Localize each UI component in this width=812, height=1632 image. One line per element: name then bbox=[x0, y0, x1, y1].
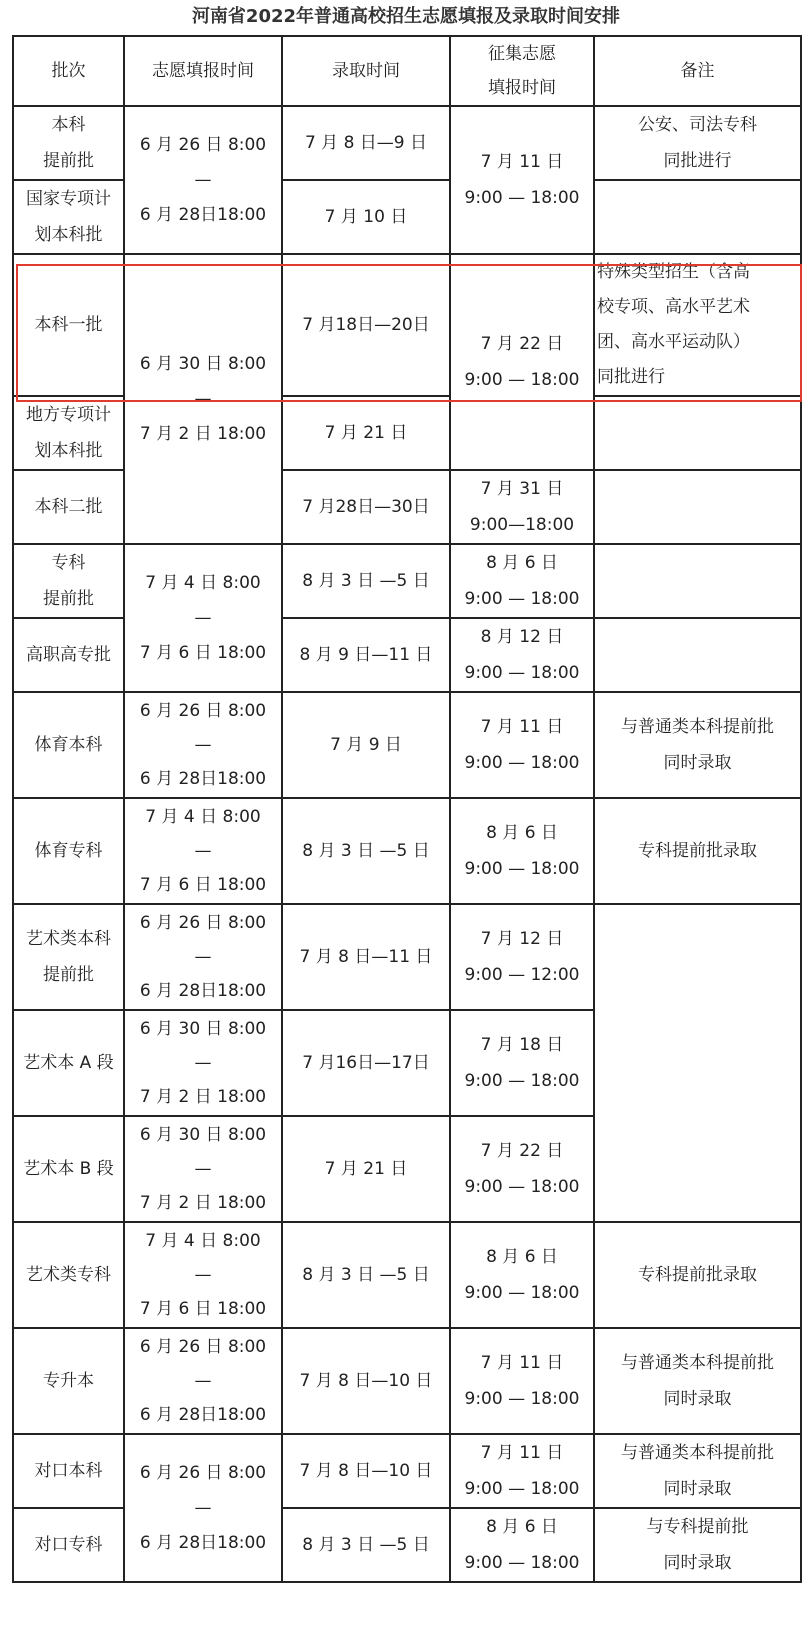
admit-time-cell: 7 月16日—17日 bbox=[282, 1010, 450, 1116]
header-batch: 批次 bbox=[13, 36, 124, 106]
table-row bbox=[13, 1434, 801, 1508]
collect-time-cell: 7 月 12 日 9:00 — 12:00 bbox=[450, 904, 594, 1010]
fill-time-cell: 6 月 26 日 8:00 — 6 月 28日18:00 bbox=[124, 106, 282, 254]
collect-time-cell: 7 月 18 日 9:00 — 18:00 bbox=[450, 1010, 594, 1116]
batch-cell: 专升本 bbox=[13, 1328, 124, 1434]
batch-cell: 艺术类专科 bbox=[13, 1222, 124, 1328]
fill-time-cell: 6 月 30 日 8:00 — 7 月 2 日 18:00 bbox=[124, 254, 282, 544]
table-row bbox=[13, 544, 801, 618]
admit-time-cell: 8 月 9 日—11 日 bbox=[282, 618, 450, 692]
batch-cell: 对口专科 bbox=[13, 1508, 124, 1582]
batch-cell: 艺术本 A 段 bbox=[13, 1010, 124, 1116]
note-cell bbox=[594, 544, 801, 618]
fill-time-cell: 6 月 26 日 8:00 — 6 月 28日18:00 bbox=[124, 1434, 282, 1582]
admit-time-cell: 8 月 3 日 —5 日 bbox=[282, 544, 450, 618]
batch-cell: 对口本科 bbox=[13, 1434, 124, 1508]
admit-time-cell: 8 月 3 日 —5 日 bbox=[282, 798, 450, 904]
collect-time-cell: 8 月 6 日 9:00 — 18:00 bbox=[450, 1222, 594, 1328]
note-cell: 与普通类本科提前批 同时录取 bbox=[594, 1328, 801, 1434]
note-cell bbox=[594, 470, 801, 544]
admission-schedule-table bbox=[12, 35, 802, 1583]
admit-time-cell: 7 月 10 日 bbox=[282, 180, 450, 254]
admit-time-cell: 7 月 9 日 bbox=[282, 692, 450, 798]
note-cell: 与专科提前批 同时录取 bbox=[594, 1508, 801, 1582]
note-cell: 专科提前批录取 bbox=[594, 1222, 801, 1328]
header-collect-time: 征集志愿 填报时间 bbox=[450, 36, 594, 106]
batch-cell: 本科二批 bbox=[13, 470, 124, 544]
note-cell: 特殊类型招生（含高 校专项、高水平艺术 团、高水平运动队） 同批进行 bbox=[594, 254, 801, 396]
collect-time-cell: 7 月 11 日 9:00 — 18:00 bbox=[450, 106, 594, 254]
batch-cell: 艺术类本科 提前批 bbox=[13, 904, 124, 1010]
fill-time-cell: 6 月 26 日 8:00 — 6 月 28日18:00 bbox=[124, 692, 282, 798]
note-cell bbox=[594, 904, 801, 1222]
collect-time-cell: 8 月 6 日 9:00 — 18:00 bbox=[450, 798, 594, 904]
collect-time-cell: 7 月 31 日 9:00—18:00 bbox=[450, 470, 594, 544]
fill-time-cell: 6 月 30 日 8:00 — 7 月 2 日 18:00 bbox=[124, 1116, 282, 1222]
table-row bbox=[13, 1222, 801, 1328]
batch-cell: 高职高专批 bbox=[13, 618, 124, 692]
header-admit-time: 录取时间 bbox=[282, 36, 450, 106]
header-row bbox=[13, 36, 801, 106]
table-row bbox=[13, 106, 801, 180]
batch-cell: 艺术本 B 段 bbox=[13, 1116, 124, 1222]
collect-time-cell: 8 月 6 日 9:00 — 18:00 bbox=[450, 544, 594, 618]
note-cell bbox=[594, 180, 801, 254]
header-note: 备注 bbox=[594, 36, 801, 106]
header-fill-time: 志愿填报时间 bbox=[124, 36, 282, 106]
admit-time-cell: 7 月 8 日—9 日 bbox=[282, 106, 450, 180]
batch-cell: 专科 提前批 bbox=[13, 544, 124, 618]
admit-time-cell: 8 月 3 日 —5 日 bbox=[282, 1508, 450, 1582]
batch-cell: 体育本科 bbox=[13, 692, 124, 798]
note-cell: 专科提前批录取 bbox=[594, 798, 801, 904]
batch-cell: 国家专项计 划本科批 bbox=[13, 180, 124, 254]
note-cell: 与普通类本科提前批 同时录取 bbox=[594, 692, 801, 798]
collect-time-cell: 7 月 11 日 9:00 — 18:00 bbox=[450, 692, 594, 798]
fill-time-cell: 7 月 4 日 8:00 — 7 月 6 日 18:00 bbox=[124, 1222, 282, 1328]
table-row bbox=[13, 1328, 801, 1434]
admit-time-cell: 7 月18日—20日 bbox=[282, 254, 450, 396]
fill-time-cell: 6 月 26 日 8:00 — 6 月 28日18:00 bbox=[124, 1328, 282, 1434]
admit-time-cell: 7 月 8 日—10 日 bbox=[282, 1328, 450, 1434]
collect-time-cell: 7 月 22 日 9:00 — 18:00 bbox=[450, 1116, 594, 1222]
admit-time-cell: 7 月 21 日 bbox=[282, 1116, 450, 1222]
collect-time-cell: 7 月 22 日 9:00 — 18:00 bbox=[450, 254, 594, 470]
collect-time-cell: 7 月 11 日 9:00 — 18:00 bbox=[450, 1434, 594, 1508]
note-cell: 与普通类本科提前批 同时录取 bbox=[594, 1434, 801, 1508]
fill-time-cell: 6 月 26 日 8:00 — 6 月 28日18:00 bbox=[124, 904, 282, 1010]
table-row bbox=[13, 254, 801, 396]
note-cell: 公安、司法专科 同批进行 bbox=[594, 106, 801, 180]
admit-time-cell: 7 月 8 日—10 日 bbox=[282, 1434, 450, 1508]
batch-cell: 本科一批 bbox=[13, 254, 124, 396]
fill-time-cell: 7 月 4 日 8:00 — 7 月 6 日 18:00 bbox=[124, 798, 282, 904]
collect-time-cell: 8 月 6 日 9:00 — 18:00 bbox=[450, 1508, 594, 1582]
batch-cell: 体育专科 bbox=[13, 798, 124, 904]
fill-time-cell: 6 月 30 日 8:00 — 7 月 2 日 18:00 bbox=[124, 1010, 282, 1116]
note-cell bbox=[594, 396, 801, 470]
admit-time-cell: 8 月 3 日 —5 日 bbox=[282, 1222, 450, 1328]
table-row bbox=[13, 904, 801, 1010]
collect-time-cell: 7 月 11 日 9:00 — 18:00 bbox=[450, 1328, 594, 1434]
batch-cell: 本科 提前批 bbox=[13, 106, 124, 180]
batch-cell: 地方专项计 划本科批 bbox=[13, 396, 124, 470]
admit-time-cell: 7 月 8 日—11 日 bbox=[282, 904, 450, 1010]
admit-time-cell: 7 月28日—30日 bbox=[282, 470, 450, 544]
table-row bbox=[13, 692, 801, 798]
note-cell bbox=[594, 618, 801, 692]
collect-time-cell: 8 月 12 日 9:00 — 18:00 bbox=[450, 618, 594, 692]
fill-time-cell: 7 月 4 日 8:00 — 7 月 6 日 18:00 bbox=[124, 544, 282, 692]
table-row bbox=[13, 798, 801, 904]
admit-time-cell: 7 月 21 日 bbox=[282, 396, 450, 470]
page-title: 河南省2022年普通高校招生志愿填报及录取时间安排 bbox=[191, 6, 621, 27]
